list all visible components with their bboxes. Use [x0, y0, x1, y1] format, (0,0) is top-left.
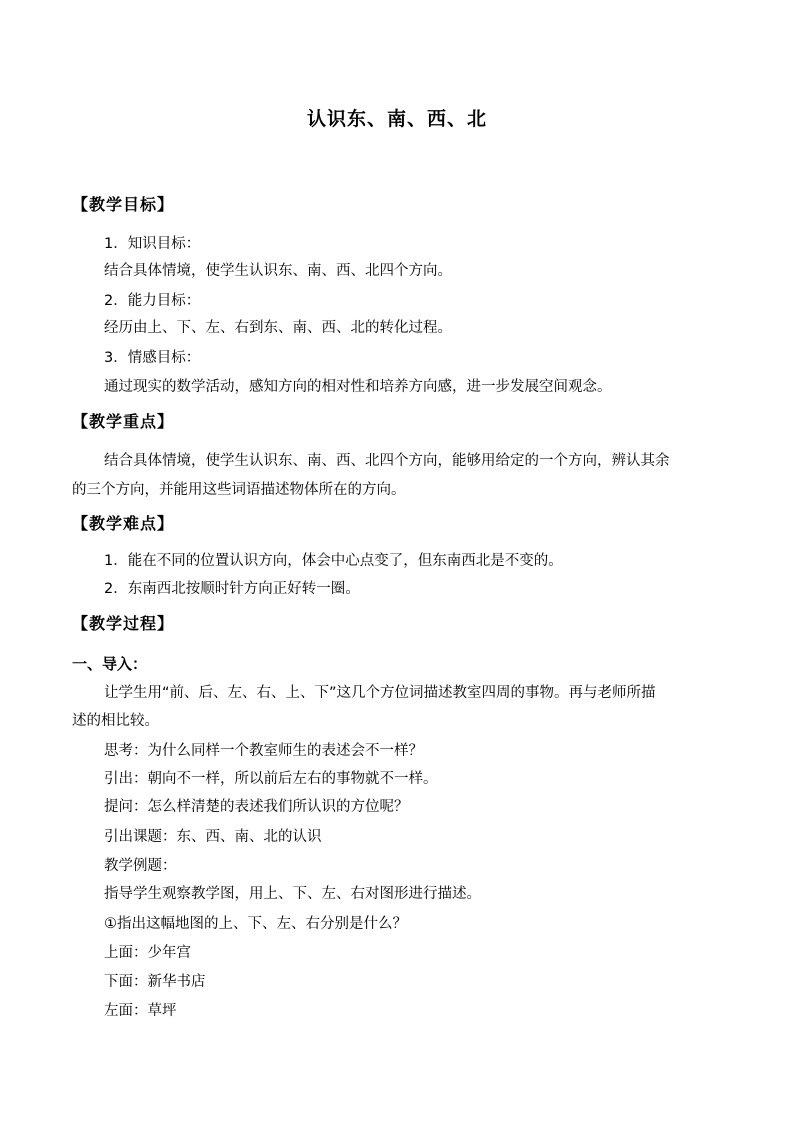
process-line-3: 思考：为什么同样一个教室师生的表述会不一样？: [104, 743, 423, 759]
process-line-7: 教学例题：: [104, 858, 177, 874]
section-heading-process: 【教学过程】: [72, 614, 175, 633]
section-heading-goals: 【教学目标】: [72, 195, 175, 214]
process-line-12: 左面：草坪: [104, 1003, 177, 1019]
section-heading-key-points: 【教学重点】: [72, 412, 175, 431]
goals-line-3: 2．能力目标：: [104, 293, 201, 309]
process-line-5: 提问：怎么样清楚的表述我们所认识的方位呢？: [104, 799, 409, 815]
page-title: 认识东、南、西、北: [306, 108, 487, 130]
goals-line-1: 1．知识目标：: [104, 236, 201, 252]
goals-line-6: 通过现实的数学活动，感知方向的相对性和培养方向感，进一步发展空间观念。: [104, 379, 612, 395]
process-line-10: 上面：少年宫: [104, 945, 191, 961]
process-line-9: ①指出这幅地图的上、下、左、右分别是什么？: [104, 916, 407, 932]
goals-line-4: 经历由上、下、左、右到东、南、西、北的转化过程。: [104, 320, 452, 336]
process-line-11: 下面：新华书店: [104, 974, 206, 990]
goals-line-5: 3．情感目标：: [104, 350, 201, 366]
process-line-6: 引出课题：东、西、南、北的认识: [104, 829, 322, 845]
process-line-8: 指导学生观察教学图，用上、下、左、右对图形进行描述。: [104, 886, 481, 902]
process-line-2: 述的相比较。: [72, 713, 159, 729]
key-points-line-2: 的三个方向，并能用这些词语描述物体所在的方向。: [72, 482, 406, 498]
goals-line-2: 结合具体情境，使学生认识东、南、西、北四个方向。: [104, 263, 452, 279]
difficulties-line-2: 2．东南西北按顺时针方向正好转一圈。: [104, 581, 360, 597]
section-heading-difficulties: 【教学难点】: [72, 514, 175, 533]
process-line-4: 引出：朝向不一样，所以前后左右的事物就不一样。: [104, 771, 438, 787]
key-points-line-1: 结合具体情境，使学生认识东、南、西、北四个方向，能够用给定的一个方向，辨认其余: [104, 453, 670, 469]
process-line-1: 让学生用“前、后、左、右、上、下”这几个方位词描述教室四周的事物。再与老师所描: [104, 685, 656, 701]
intro-subheading: 一、导入：: [72, 655, 148, 673]
difficulties-line-1: 1．能在不同的位置认识方向，体会中心点变了，但东南西北是不变的。: [104, 553, 563, 569]
